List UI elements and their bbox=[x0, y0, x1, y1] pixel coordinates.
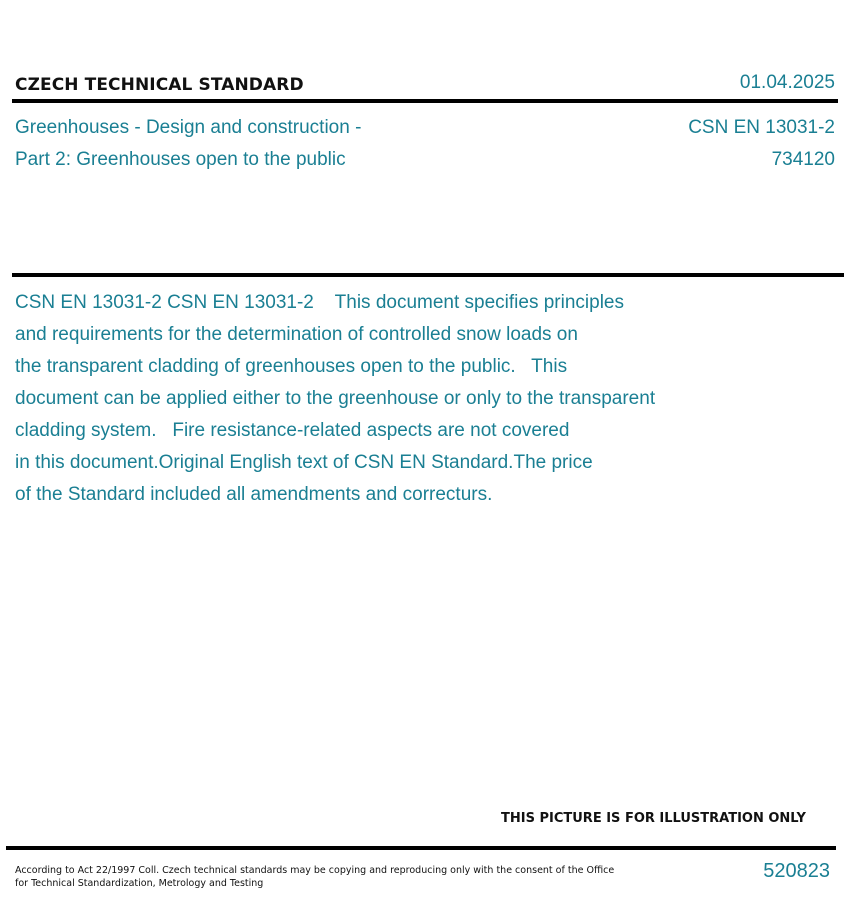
standard-title-line-1: Greenhouses - Design and construction - bbox=[15, 117, 362, 138]
abstract-line: document can be applied either to the greenhouse or only to the transparent bbox=[15, 388, 656, 409]
abstract-line: CSN EN 13031-2 CSN EN 13031-2 This document specifies principles bbox=[15, 292, 624, 313]
publication-date: 01.04.2025 bbox=[739, 72, 835, 93]
standard-title-line-2: Part 2: Greenhouses open to the public bbox=[15, 149, 346, 170]
abstract-line: cladding system. Fire resistance-related aspects are not covered bbox=[15, 420, 570, 441]
abstract-text bbox=[15, 287, 755, 511]
abstract-line: in this document.Original English text of CSN EN Standard.The price bbox=[15, 452, 593, 473]
abstract-line: of the Standard included all amendments and correcturs. bbox=[15, 484, 493, 505]
standard-type-heading: CZECH TECHNICAL STANDARD bbox=[15, 75, 304, 95]
section-rule bbox=[12, 273, 844, 277]
catalog-code: 520823 bbox=[763, 860, 830, 882]
abstract-line: the transparent cladding of greenhouses open to the public. This bbox=[15, 356, 568, 377]
footer-rule bbox=[6, 846, 836, 850]
legal-notice bbox=[15, 864, 614, 890]
header-rule bbox=[12, 99, 838, 103]
standard-designation: CSN EN 13031-2 bbox=[688, 117, 835, 138]
class-number: 734120 bbox=[771, 149, 835, 170]
illustration-note: THIS PICTURE IS FOR ILLUSTRATION ONLY bbox=[501, 811, 806, 826]
abstract-line: and requirements for the determination of controlled snow loads on bbox=[15, 324, 578, 345]
legal-notice-line-1: According to Act 22/1997 Coll. Czech technical standards may be copying and reproducing only with the consent of the Office bbox=[15, 865, 615, 876]
legal-notice-line-2: for Technical Standardization, Metrology and Testing bbox=[15, 878, 264, 889]
